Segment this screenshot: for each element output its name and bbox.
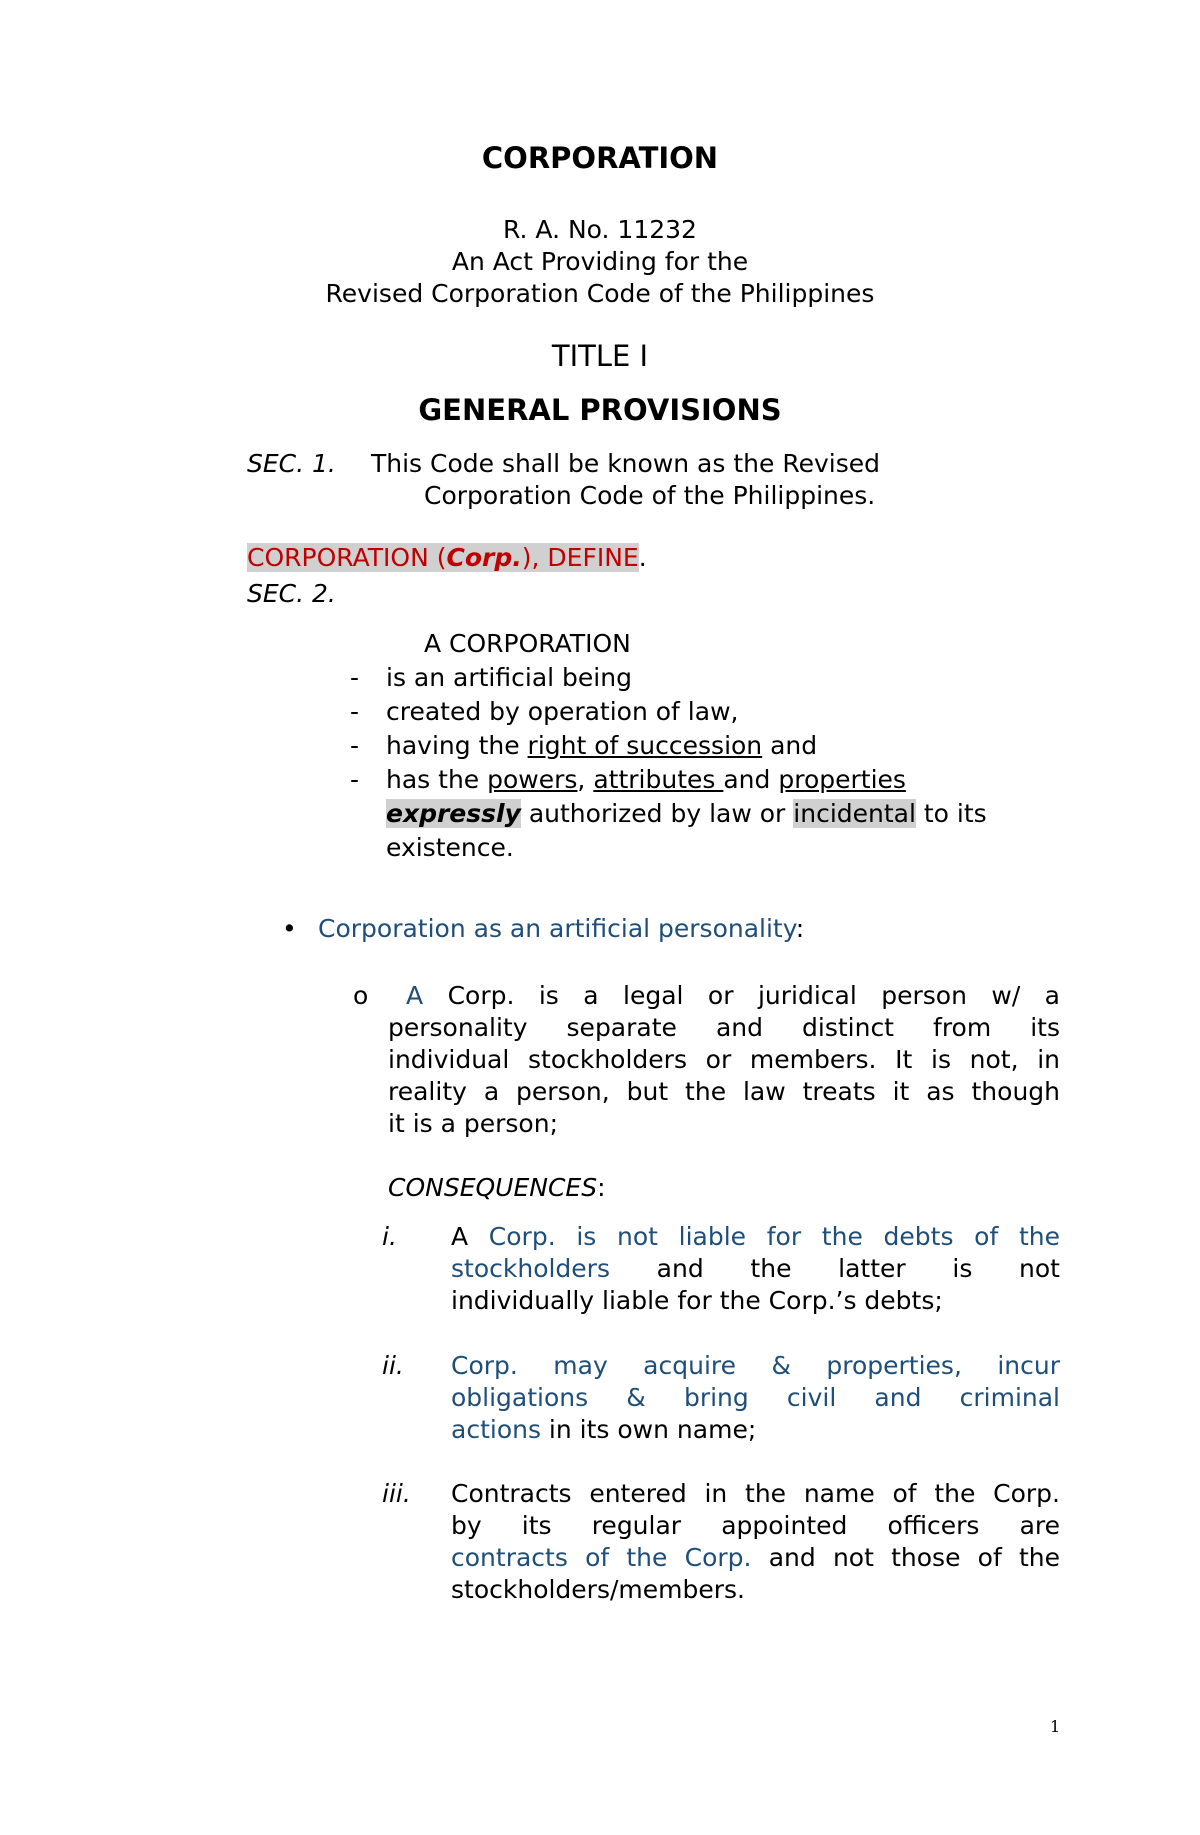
sec2-label: SEC. 2.: [247, 579, 336, 608]
consequence-3-line-3: contracts of the Corp. and not those of the: [451, 1543, 1061, 1572]
document-title: CORPORATION: [481, 141, 719, 175]
definition-item-2: created by operation of law,: [386, 697, 739, 726]
consequence-3-line-4: stockholders/members.: [451, 1575, 745, 1604]
sub-line-2: personality separate and distinct from its: [388, 1013, 1060, 1042]
ra-number: R. A. No. 11232: [503, 215, 697, 244]
title-label: TITLE I: [551, 339, 649, 373]
act-line-2: Revised Corporation Code of the Philippines: [325, 279, 875, 308]
consequence-2-line-3: actions in its own name;: [451, 1415, 757, 1444]
right-of-succession: right of succession: [527, 731, 763, 760]
consequence-2-line-1: Corp. may acquire & properties, incur: [451, 1351, 1060, 1380]
consequence-num-3: iii.: [382, 1479, 411, 1508]
bullet-glyph: •: [282, 914, 297, 943]
consequence-3-line-1: Contracts entered in the name of the Corp.: [451, 1479, 1060, 1508]
sec2-heading: CORPORATION (Corp.), DEFINE.: [247, 543, 647, 572]
definition-item-4-cont: expressly authorized by law or incidental to its: [386, 799, 987, 828]
sec1-label: SEC. 1.: [247, 449, 336, 478]
part-heading: GENERAL PROVISIONS: [418, 393, 782, 427]
definition-item-4: has the powers, attributes and properties: [386, 765, 906, 794]
sub-line-5: it is a person;: [388, 1109, 558, 1138]
consequence-3-line-2: by its regular appointed officers are: [451, 1511, 1060, 1540]
definition-dash-2: -: [350, 697, 360, 726]
sub-line-1: A Corp. is a legal or juridical person w/ a: [406, 981, 1061, 1010]
sec2-heading-text: CORPORATION (Corp.), DEFINE: [247, 543, 639, 572]
sec1-line-2: Corporation Code of the Philippines.: [424, 481, 876, 510]
definition-dash-4: -: [350, 765, 360, 794]
sub-line-4: reality a person, but the law treats it as though: [388, 1077, 1060, 1106]
consequence-1-line-2: stockholders and the latter is not: [451, 1254, 1060, 1283]
consequence-num-2: ii.: [382, 1351, 404, 1380]
definition-item-1: is an artificial being: [386, 663, 632, 692]
page-number: 1: [1050, 1717, 1061, 1736]
definition-dash-1: -: [350, 663, 360, 692]
act-line-1: An Act Providing for the: [451, 247, 749, 276]
consequence-2-line-2: obligations & bring civil and criminal: [451, 1383, 1060, 1412]
consequence-1-line-3: individually liable for the Corp.’s debts;: [451, 1286, 943, 1315]
sub-line-3: individual stockholders or members. It is not, in: [388, 1045, 1060, 1074]
bullet-heading: Corporation as an artificial personality:: [318, 914, 805, 943]
consequences-label: CONSEQUENCES:: [388, 1173, 606, 1202]
sub-glyph: o: [353, 981, 369, 1010]
definition-item-4-last: existence.: [386, 833, 514, 862]
consequence-1-line-1: A Corp. is not liable for the debts of the: [451, 1222, 1060, 1251]
consequence-num-1: i.: [382, 1222, 397, 1251]
definition-lead: A CORPORATION: [424, 629, 631, 658]
sec1-line-1: This Code shall be known as the Revised: [371, 449, 880, 478]
definition-item-3: having the right of succession and: [386, 731, 818, 760]
definition-dash-3: -: [350, 731, 360, 760]
